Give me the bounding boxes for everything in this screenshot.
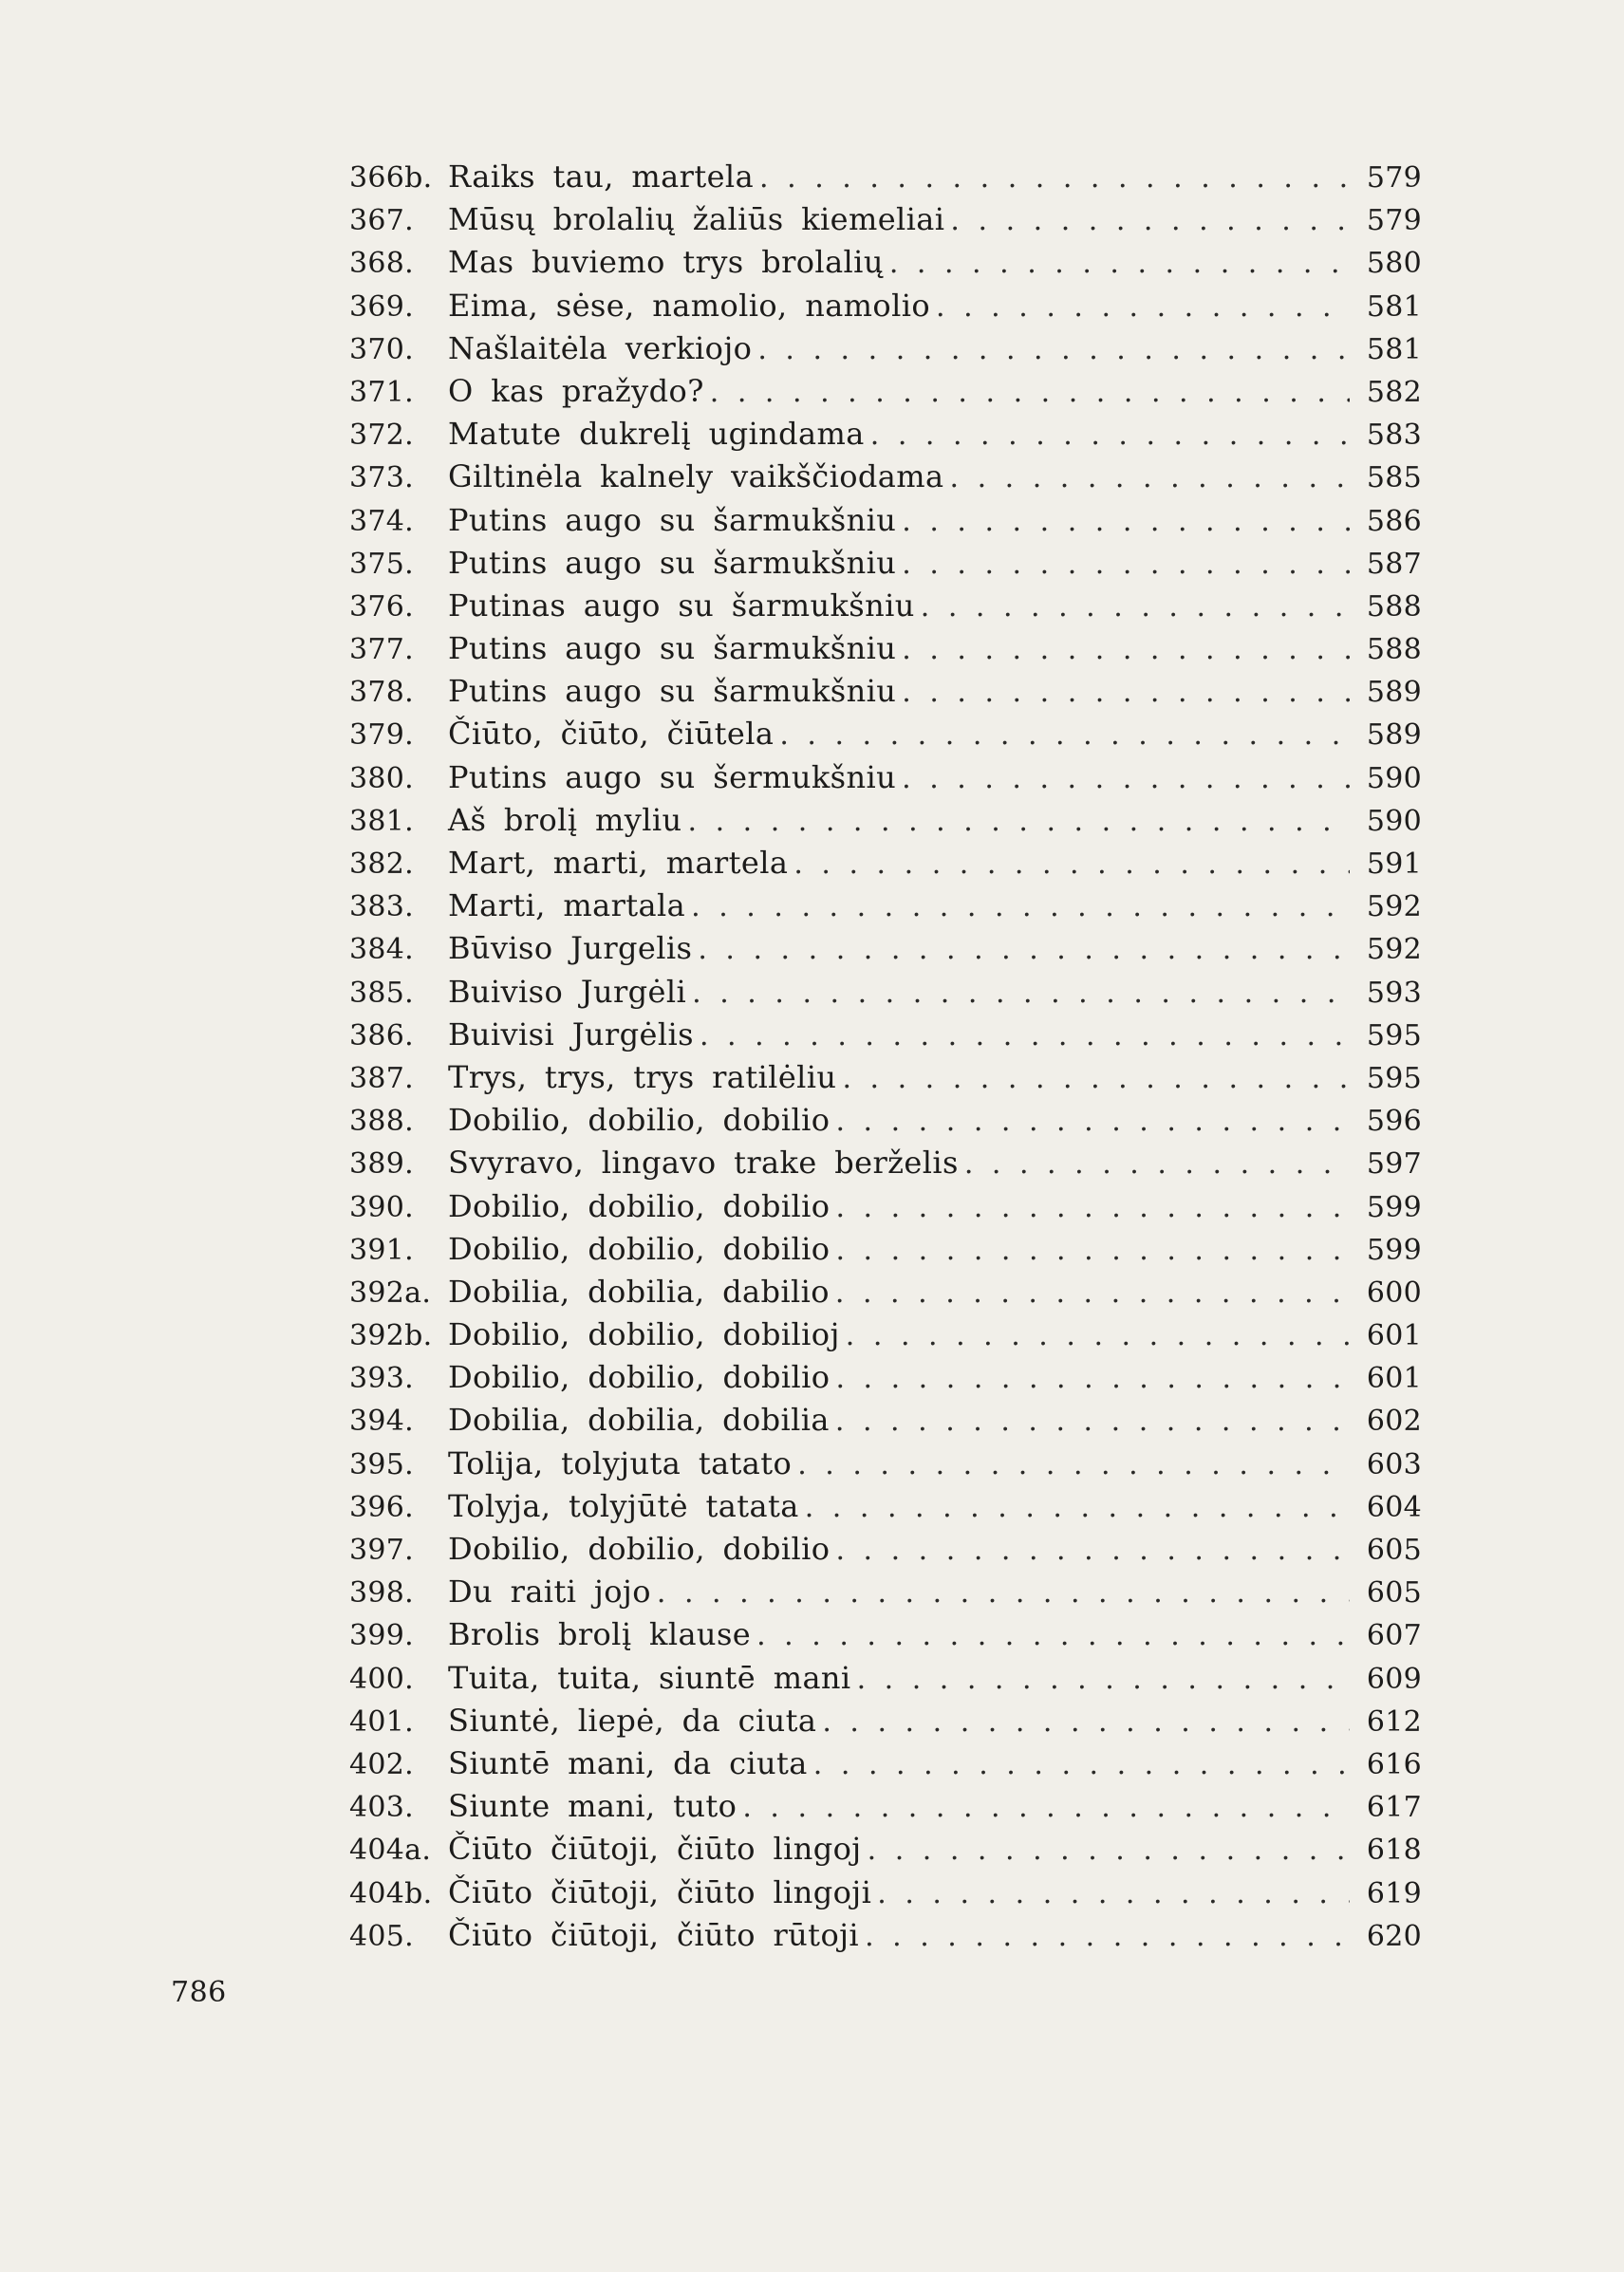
entry-title: O kas pražydo? bbox=[448, 372, 704, 409]
entry-number: 398. bbox=[349, 1576, 414, 1611]
entry-page: 601 bbox=[1366, 1362, 1422, 1396]
entry-number: 373. bbox=[349, 461, 414, 495]
entry-number: 404a. bbox=[349, 1834, 432, 1868]
entry-page: 612 bbox=[1366, 1704, 1422, 1739]
toc-entry bbox=[349, 499, 1422, 542]
entry-page: 592 bbox=[1366, 933, 1422, 967]
entry-title: Raiks tau, martela bbox=[448, 158, 755, 195]
dot-leader bbox=[964, 1143, 1350, 1185]
entry-title: Būviso Jurgelis bbox=[448, 930, 693, 967]
entry-title: Našlaitėla verkiojo bbox=[448, 329, 753, 366]
entry-title: Tolyja, tolyjūtė tatata bbox=[448, 1487, 799, 1524]
entry-page: 585 bbox=[1366, 461, 1422, 495]
toc-entry bbox=[349, 285, 1422, 327]
entry-number: 381. bbox=[349, 804, 414, 838]
entry-number: 366b. bbox=[349, 161, 433, 195]
entry-page: 602 bbox=[1366, 1405, 1422, 1439]
entry-title: Tuita, tuita, siuntē mani bbox=[448, 1659, 851, 1696]
dot-leader bbox=[902, 628, 1350, 671]
entry-page: 607 bbox=[1366, 1619, 1422, 1653]
dot-leader bbox=[742, 1786, 1350, 1829]
dot-leader bbox=[842, 1057, 1350, 1100]
entry-page: 605 bbox=[1366, 1534, 1422, 1567]
entry-number: 402. bbox=[349, 1747, 414, 1781]
toc-entry bbox=[349, 1613, 1422, 1656]
toc-entry bbox=[349, 927, 1422, 970]
entry-page: 595 bbox=[1366, 1018, 1422, 1052]
toc-entry bbox=[349, 1399, 1422, 1442]
entry-title: Siuntē mani, da ciuta bbox=[448, 1744, 808, 1781]
entry-title: Marti, martala bbox=[448, 887, 686, 924]
dot-leader bbox=[936, 286, 1350, 328]
entry-number: 397. bbox=[349, 1534, 414, 1567]
entry-title: Čiūto čiūtoji, čiūto rūtoji bbox=[448, 1916, 860, 1953]
entry-page: 581 bbox=[1366, 289, 1422, 324]
entry-page: 609 bbox=[1366, 1662, 1422, 1696]
entry-title: Čiūto čiūtoji, čiūto lingoj bbox=[448, 1831, 862, 1868]
toc-entry bbox=[349, 1142, 1422, 1184]
entry-page: 616 bbox=[1366, 1747, 1422, 1781]
dot-leader bbox=[835, 1100, 1350, 1143]
entry-number: 375. bbox=[349, 547, 414, 581]
entry-number: 385. bbox=[349, 976, 414, 1010]
toc-entry bbox=[349, 1571, 1422, 1613]
toc-entry bbox=[349, 713, 1422, 755]
entry-number: 392a. bbox=[349, 1276, 432, 1310]
toc-entry bbox=[349, 198, 1422, 241]
toc-entry bbox=[349, 756, 1422, 799]
entry-number: 368. bbox=[349, 247, 414, 281]
toc-entry bbox=[349, 456, 1422, 498]
entry-title: Dobilia, dobilia, dabilio bbox=[448, 1273, 830, 1310]
entry-page: 619 bbox=[1366, 1876, 1422, 1910]
toc-entry bbox=[349, 885, 1422, 927]
dot-leader bbox=[902, 543, 1350, 586]
toc-entry bbox=[349, 1271, 1422, 1313]
dot-leader bbox=[835, 1357, 1350, 1400]
dot-leader bbox=[757, 328, 1350, 371]
entry-number: 404b. bbox=[349, 1876, 433, 1910]
toc-entry bbox=[349, 1528, 1422, 1571]
entry-number: 371. bbox=[349, 375, 414, 409]
toc-entry bbox=[349, 1356, 1422, 1399]
dot-leader bbox=[710, 371, 1350, 414]
entry-number: 372. bbox=[349, 419, 414, 453]
entry-title: Putins augo su šarmukšniu bbox=[448, 501, 897, 538]
toc-entry bbox=[349, 1785, 1422, 1828]
entry-page: 590 bbox=[1366, 804, 1422, 838]
entry-title: Siuntė, liepė, da ciuta bbox=[448, 1702, 817, 1739]
toc-entry bbox=[349, 1443, 1422, 1485]
entry-title: Čiūto čiūtoji, čiūto lingoji bbox=[448, 1873, 872, 1910]
entry-title: Tolija, tolyjuta tatato bbox=[448, 1444, 793, 1481]
entry-title: Dobilio, dobilio, dobilio bbox=[448, 1359, 831, 1396]
dot-leader bbox=[835, 1186, 1350, 1229]
dot-leader bbox=[857, 1658, 1350, 1701]
toc-entry bbox=[349, 413, 1422, 456]
dot-leader bbox=[797, 1443, 1350, 1486]
entry-number: 395. bbox=[349, 1447, 414, 1481]
toc-entry bbox=[349, 327, 1422, 370]
dot-leader bbox=[793, 843, 1350, 885]
dot-leader bbox=[700, 1015, 1350, 1057]
toc-entry bbox=[349, 1185, 1422, 1228]
entry-page: 589 bbox=[1366, 718, 1422, 753]
toc-entry bbox=[349, 1099, 1422, 1142]
toc-entry bbox=[349, 1914, 1422, 1957]
entry-title: Putinas augo su šarmukšniu bbox=[448, 587, 915, 624]
entry-title: Dobilio, dobilio, dobilio bbox=[448, 1230, 831, 1267]
entry-title: Siunte mani, tuto bbox=[448, 1788, 737, 1825]
dot-leader bbox=[835, 1400, 1350, 1443]
entry-page: 620 bbox=[1366, 1919, 1422, 1953]
table-of-contents bbox=[349, 156, 1422, 1957]
entry-number: 392b. bbox=[349, 1319, 433, 1353]
entry-number: 386. bbox=[349, 1018, 414, 1052]
entry-title: Mūsų brolalių žaliūs kiemeliai bbox=[448, 201, 945, 238]
entry-page: 595 bbox=[1366, 1061, 1422, 1095]
dot-leader bbox=[865, 1915, 1350, 1958]
dot-leader bbox=[902, 500, 1350, 543]
entry-title: Mart, marti, martela bbox=[448, 845, 789, 881]
dot-leader bbox=[902, 757, 1350, 800]
entry-title: Matute dukrelį ugindama bbox=[448, 416, 865, 453]
entry-number: 367. bbox=[349, 204, 414, 238]
toc-entry bbox=[349, 1056, 1422, 1099]
entry-number: 400. bbox=[349, 1662, 414, 1696]
entry-page: 579 bbox=[1366, 161, 1422, 195]
entry-number: 369. bbox=[349, 289, 414, 324]
entry-number: 405. bbox=[349, 1919, 414, 1953]
entry-number: 380. bbox=[349, 761, 414, 795]
dot-leader bbox=[877, 1872, 1350, 1915]
entry-page: 588 bbox=[1366, 589, 1422, 624]
dot-leader bbox=[813, 1743, 1350, 1786]
dot-leader bbox=[822, 1701, 1350, 1743]
entry-title: Čiūto, čiūto, čiūtela bbox=[448, 716, 775, 753]
entry-page: 579 bbox=[1366, 204, 1422, 238]
toc-entry bbox=[349, 1742, 1422, 1785]
entry-number: 376. bbox=[349, 589, 414, 624]
dot-leader bbox=[902, 671, 1350, 714]
entry-number: 393. bbox=[349, 1362, 414, 1396]
toc-entry bbox=[349, 670, 1422, 713]
toc-entry bbox=[349, 1828, 1422, 1871]
dot-leader bbox=[756, 1614, 1350, 1657]
entry-page: 587 bbox=[1366, 547, 1422, 581]
entry-page: 605 bbox=[1366, 1576, 1422, 1611]
entry-number: 394. bbox=[349, 1405, 414, 1439]
toc-entry bbox=[349, 585, 1422, 627]
dot-leader bbox=[868, 1829, 1350, 1872]
entry-page: 582 bbox=[1366, 375, 1422, 409]
entry-page: 583 bbox=[1366, 419, 1422, 453]
dot-leader bbox=[889, 242, 1350, 285]
dot-leader bbox=[688, 800, 1351, 843]
toc-entry bbox=[349, 1228, 1422, 1271]
entry-page: 581 bbox=[1366, 332, 1422, 366]
dot-leader bbox=[835, 1272, 1350, 1314]
entry-page: 590 bbox=[1366, 761, 1422, 795]
dot-leader bbox=[657, 1572, 1350, 1614]
toc-entry bbox=[349, 1700, 1422, 1742]
entry-number: 403. bbox=[349, 1791, 414, 1825]
entry-title: Brolis brolį klause bbox=[448, 1616, 752, 1653]
dot-leader bbox=[779, 714, 1350, 756]
toc-entry bbox=[349, 627, 1422, 670]
entry-title: Putins augo su šarmukšniu bbox=[448, 544, 897, 581]
toc-entry bbox=[349, 1485, 1422, 1528]
entry-number: 391. bbox=[349, 1233, 414, 1267]
entry-title: Buiviso Jurgėli bbox=[448, 973, 687, 1010]
entry-title: Dobilio, dobilio, dobilio bbox=[448, 1102, 831, 1139]
entry-page: 601 bbox=[1366, 1319, 1422, 1353]
dot-leader bbox=[691, 885, 1350, 928]
entry-page: 586 bbox=[1366, 504, 1422, 538]
dot-leader bbox=[950, 456, 1351, 499]
toc-entry bbox=[349, 1313, 1422, 1356]
entry-title: Du raiti jojo bbox=[448, 1574, 651, 1611]
entry-title: Buivisi Jurgėlis bbox=[448, 1015, 694, 1052]
entry-number: 378. bbox=[349, 676, 414, 710]
entry-title: Putins augo su šarmukšniu bbox=[448, 673, 897, 710]
entry-number: 370. bbox=[349, 332, 414, 366]
entry-page: 599 bbox=[1366, 1190, 1422, 1224]
entry-number: 396. bbox=[349, 1490, 414, 1524]
entry-number: 388. bbox=[349, 1105, 414, 1139]
dot-leader bbox=[870, 414, 1350, 456]
dot-leader bbox=[835, 1229, 1350, 1272]
toc-entry bbox=[349, 156, 1422, 198]
toc-entry bbox=[349, 1014, 1422, 1056]
entry-number: 399. bbox=[349, 1619, 414, 1653]
entry-page: 604 bbox=[1366, 1490, 1422, 1524]
entry-title: Dobilio, dobilio, dobilio bbox=[448, 1187, 831, 1224]
toc-entry bbox=[349, 842, 1422, 885]
entry-number: 379. bbox=[349, 718, 414, 753]
dot-leader bbox=[921, 586, 1350, 628]
toc-entry bbox=[349, 370, 1422, 413]
dot-leader bbox=[835, 1529, 1350, 1572]
dot-leader bbox=[805, 1486, 1350, 1529]
entry-number: 384. bbox=[349, 933, 414, 967]
entry-page: 591 bbox=[1366, 847, 1422, 881]
entry-number: 377. bbox=[349, 633, 414, 667]
dot-leader bbox=[698, 928, 1350, 971]
entry-number: 389. bbox=[349, 1147, 414, 1182]
entry-page: 592 bbox=[1366, 890, 1422, 924]
entry-page: 603 bbox=[1366, 1447, 1422, 1481]
dot-leader bbox=[950, 199, 1350, 242]
entry-number: 383. bbox=[349, 890, 414, 924]
entry-number: 390. bbox=[349, 1190, 414, 1224]
entry-title: Putins augo su šermukšniu bbox=[448, 758, 897, 795]
toc-entry bbox=[349, 799, 1422, 842]
entry-page: 617 bbox=[1366, 1791, 1422, 1825]
entry-title: Giltinėla kalnely vaikščiodama bbox=[448, 458, 944, 495]
entry-number: 401. bbox=[349, 1704, 414, 1739]
entry-page: 593 bbox=[1366, 976, 1422, 1010]
entry-page: 600 bbox=[1366, 1276, 1422, 1310]
toc-entry bbox=[349, 971, 1422, 1014]
entry-number: 382. bbox=[349, 847, 414, 881]
dot-leader bbox=[692, 972, 1350, 1015]
entry-page: 589 bbox=[1366, 676, 1422, 710]
entry-title: Trys, trys, trys ratilėliu bbox=[448, 1058, 837, 1095]
toc-entry bbox=[349, 241, 1422, 284]
entry-page: 597 bbox=[1366, 1147, 1422, 1182]
entry-title: Dobilia, dobilia, dobilia bbox=[448, 1402, 830, 1439]
entry-page: 596 bbox=[1366, 1105, 1422, 1139]
entry-page: 599 bbox=[1366, 1233, 1422, 1267]
toc-entry bbox=[349, 542, 1422, 585]
entry-title: Svyravo, lingavo trake berželis bbox=[448, 1145, 959, 1182]
entry-title: Aš brolį myliu bbox=[448, 801, 682, 838]
entry-number: 387. bbox=[349, 1061, 414, 1095]
entry-title: Putins augo su šarmukšniu bbox=[448, 630, 897, 667]
dot-leader bbox=[846, 1314, 1350, 1357]
dot-leader bbox=[759, 157, 1350, 199]
entry-page: 588 bbox=[1366, 633, 1422, 667]
page-number: 786 bbox=[171, 1976, 227, 2009]
entry-title: Mas buviemo trys brolalių bbox=[448, 244, 884, 281]
toc-entry bbox=[349, 1657, 1422, 1700]
entry-title: Eima, sėse, namolio, namolio bbox=[448, 287, 931, 324]
entry-page: 618 bbox=[1366, 1834, 1422, 1868]
toc-entry bbox=[349, 1872, 1422, 1914]
entry-title: Dobilio, dobilio, dobilio bbox=[448, 1531, 831, 1567]
entry-number: 374. bbox=[349, 504, 414, 538]
entry-title: Dobilio, dobilio, dobilioj bbox=[448, 1316, 840, 1353]
entry-page: 580 bbox=[1366, 247, 1422, 281]
